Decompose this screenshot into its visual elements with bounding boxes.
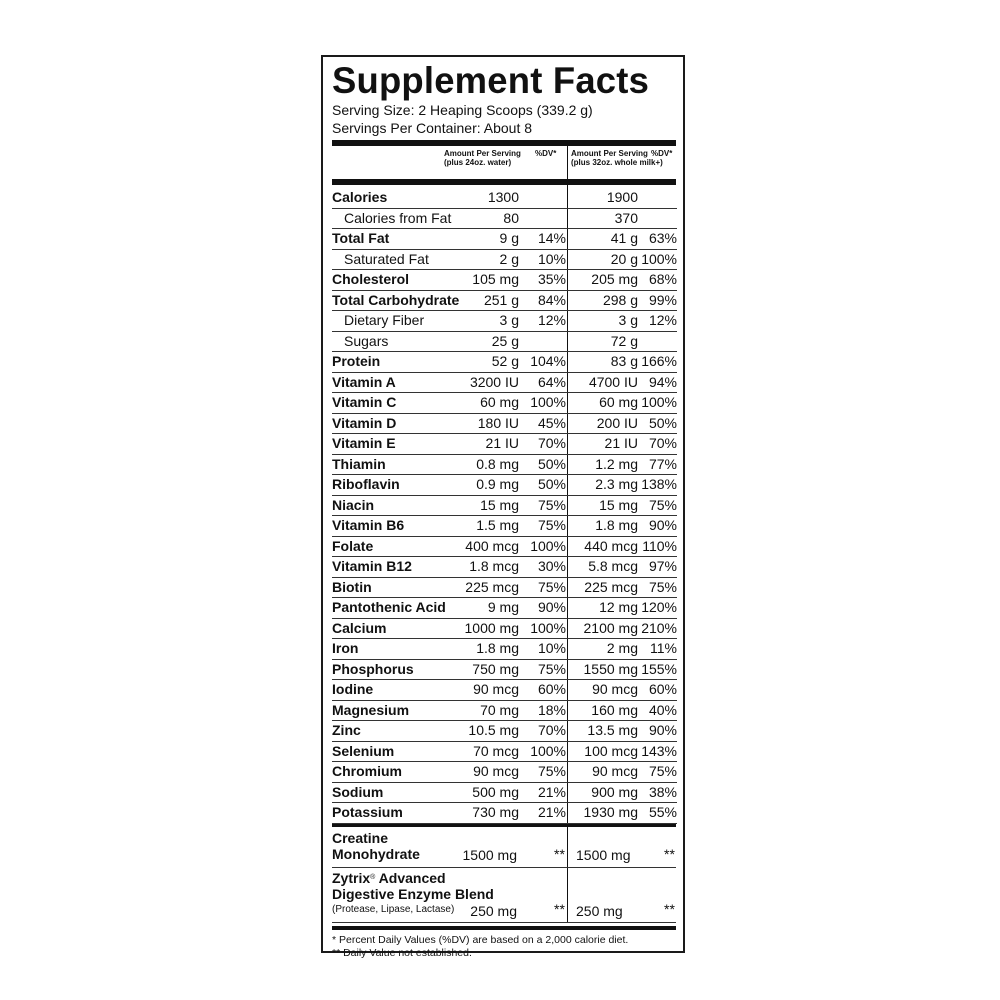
supplement-facts-panel bbox=[321, 55, 685, 959]
amount-water: 180 IU bbox=[462, 413, 519, 434]
amount-milk: 83 g bbox=[568, 352, 639, 373]
amount-milk: 3 g bbox=[568, 311, 639, 332]
enzyme-blend-block bbox=[332, 868, 676, 923]
dv-milk: 166% bbox=[638, 352, 677, 373]
table-row bbox=[332, 352, 677, 373]
dv-water: 70% bbox=[519, 721, 568, 742]
dv-water: 60% bbox=[519, 680, 568, 701]
dv-milk: 110% bbox=[638, 536, 677, 557]
nutrient-name: Protein bbox=[332, 352, 462, 373]
amount-milk: 13.5 mg bbox=[568, 721, 639, 742]
col-amount-1: Amount Per Serving (plus 24oz. water) bbox=[444, 149, 521, 167]
dv-milk: 77% bbox=[638, 454, 677, 475]
amount-water: 21 IU bbox=[462, 434, 519, 455]
amount-water: 60 mg bbox=[462, 393, 519, 414]
dv-water: 45% bbox=[519, 413, 568, 434]
amount-water: 1.8 mg bbox=[462, 639, 519, 660]
table-row bbox=[332, 516, 677, 537]
dv-milk: 60% bbox=[638, 680, 677, 701]
footnote-not-established: ** Daily Value not established. bbox=[332, 946, 472, 959]
nutrient-name: Pantothenic Acid bbox=[332, 598, 462, 619]
table-row bbox=[332, 639, 677, 660]
dv-water: 100% bbox=[519, 393, 568, 414]
table-row bbox=[332, 618, 677, 639]
dv-water: 14% bbox=[519, 229, 568, 250]
table-row bbox=[332, 741, 677, 762]
dv-milk: 75% bbox=[638, 577, 677, 598]
nutrient-name: Cholesterol bbox=[332, 270, 462, 291]
dv-water: 21% bbox=[519, 803, 568, 824]
dv-milk: 68% bbox=[638, 270, 677, 291]
nutrient-name: Zinc bbox=[332, 721, 462, 742]
amount-water: 9 mg bbox=[462, 598, 519, 619]
amount-water: 1.5 mg bbox=[462, 516, 519, 537]
table-row bbox=[332, 680, 677, 701]
dv-water: 100% bbox=[519, 741, 568, 762]
table-row bbox=[332, 434, 677, 455]
amount-milk: 440 mcg bbox=[568, 536, 639, 557]
amount-milk: 12 mg bbox=[568, 598, 639, 619]
amount-milk: 41 g bbox=[568, 229, 639, 250]
dv-water: 84% bbox=[519, 290, 568, 311]
nutrient-name: Chromium bbox=[332, 762, 462, 783]
nutrient-name: Selenium bbox=[332, 741, 462, 762]
dv-milk bbox=[638, 185, 677, 208]
nutrient-name: Riboflavin bbox=[332, 475, 462, 496]
column-header bbox=[332, 146, 676, 179]
col-amount-2: Amount Per Serving (plus 32oz. whole milk+) bbox=[571, 149, 663, 167]
table-row bbox=[332, 229, 677, 250]
dv-milk: 99% bbox=[638, 290, 677, 311]
dv-water: 90% bbox=[519, 598, 568, 619]
enzyme-amount-1: 250 mg bbox=[470, 902, 517, 919]
nutrient-name: Vitamin C bbox=[332, 393, 462, 414]
creatine-dv-1: ** bbox=[554, 845, 565, 862]
dv-water: 64% bbox=[519, 372, 568, 393]
table-row bbox=[332, 372, 677, 393]
nutrient-name: Vitamin B6 bbox=[332, 516, 462, 537]
table-row bbox=[332, 598, 677, 619]
nutrient-name: Sugars bbox=[332, 331, 462, 352]
amount-water: 1000 mg bbox=[462, 618, 519, 639]
amount-milk: 90 mcg bbox=[568, 680, 639, 701]
dv-milk: 90% bbox=[638, 516, 677, 537]
amount-milk: 21 IU bbox=[568, 434, 639, 455]
table-row bbox=[332, 331, 677, 352]
amount-milk: 1930 mg bbox=[568, 803, 639, 824]
dv-water bbox=[519, 331, 568, 352]
amount-milk: 370 bbox=[568, 208, 639, 229]
table-row bbox=[332, 803, 677, 824]
dv-water bbox=[519, 185, 568, 208]
dv-milk: 63% bbox=[638, 229, 677, 250]
dv-water: 10% bbox=[519, 639, 568, 660]
nutrient-name: Calories from Fat bbox=[332, 208, 462, 229]
nutrient-name: Vitamin E bbox=[332, 434, 462, 455]
nutrient-name: Folate bbox=[332, 536, 462, 557]
dv-milk: 40% bbox=[638, 700, 677, 721]
dv-water: 75% bbox=[519, 516, 568, 537]
dv-milk bbox=[638, 208, 677, 229]
dv-milk: 55% bbox=[638, 803, 677, 824]
nutrient-name: Dietary Fiber bbox=[332, 311, 462, 332]
table-row bbox=[332, 762, 677, 783]
nutrient-name: Sodium bbox=[332, 782, 462, 803]
dv-milk: 97% bbox=[638, 557, 677, 578]
dv-milk: 210% bbox=[638, 618, 677, 639]
table-row bbox=[332, 721, 677, 742]
enzyme-blend-line2: Digestive Enzyme Blend bbox=[332, 885, 494, 902]
amount-milk: 225 mcg bbox=[568, 577, 639, 598]
amount-water: 52 g bbox=[462, 352, 519, 373]
table-row bbox=[332, 454, 677, 475]
dv-water: 75% bbox=[519, 659, 568, 680]
amount-water: 400 mcg bbox=[462, 536, 519, 557]
table-row bbox=[332, 782, 677, 803]
amount-milk: 200 IU bbox=[568, 413, 639, 434]
amount-milk: 900 mg bbox=[568, 782, 639, 803]
creatine-block bbox=[332, 824, 676, 868]
footnotes bbox=[332, 930, 676, 960]
amount-milk: 60 mg bbox=[568, 393, 639, 414]
nutrient-name: Biotin bbox=[332, 577, 462, 598]
dv-water: 35% bbox=[519, 270, 568, 291]
dv-milk: 75% bbox=[638, 762, 677, 783]
amount-milk: 1.2 mg bbox=[568, 454, 639, 475]
table-row bbox=[332, 185, 677, 208]
col-dv-1: %DV* bbox=[535, 149, 557, 158]
amount-water: 500 mg bbox=[462, 782, 519, 803]
creatine-amount-2: 1500 mg bbox=[576, 846, 631, 863]
amount-water: 225 mcg bbox=[462, 577, 519, 598]
amount-water: 25 g bbox=[462, 331, 519, 352]
table-row bbox=[332, 290, 677, 311]
amount-milk: 5.8 mcg bbox=[568, 557, 639, 578]
amount-milk: 2 mg bbox=[568, 639, 639, 660]
amount-water: 3200 IU bbox=[462, 372, 519, 393]
amount-water: 90 mcg bbox=[462, 762, 519, 783]
amount-water: 730 mg bbox=[462, 803, 519, 824]
dv-water: 75% bbox=[519, 577, 568, 598]
dv-milk: 11% bbox=[638, 639, 677, 660]
dv-water: 12% bbox=[519, 311, 568, 332]
nutrient-name: Thiamin bbox=[332, 454, 462, 475]
amount-water: 10.5 mg bbox=[462, 721, 519, 742]
amount-milk: 2100 mg bbox=[568, 618, 639, 639]
nutrient-name: Saturated Fat bbox=[332, 249, 462, 270]
nutrient-name: Phosphorus bbox=[332, 659, 462, 680]
amount-milk: 1550 mg bbox=[568, 659, 639, 680]
amount-milk: 298 g bbox=[568, 290, 639, 311]
amount-water: 9 g bbox=[462, 229, 519, 250]
nutrient-name: Magnesium bbox=[332, 700, 462, 721]
dv-milk: 12% bbox=[638, 311, 677, 332]
dv-water: 100% bbox=[519, 618, 568, 639]
panel-title: Supplement Facts bbox=[332, 60, 650, 101]
column-divider bbox=[567, 146, 568, 179]
table-row bbox=[332, 270, 677, 291]
amount-milk: 1900 bbox=[568, 185, 639, 208]
servings-per-container: Servings Per Container: About 8 bbox=[332, 120, 533, 136]
table-row bbox=[332, 413, 677, 434]
table-row bbox=[332, 577, 677, 598]
dv-water: 18% bbox=[519, 700, 568, 721]
amount-water: 15 mg bbox=[462, 495, 519, 516]
dv-water: 50% bbox=[519, 475, 568, 496]
dv-milk: 100% bbox=[638, 393, 677, 414]
creatine-name: Creatine Monohydrate bbox=[332, 829, 420, 862]
col-dv-2: %DV* bbox=[651, 149, 673, 158]
dv-water: 104% bbox=[519, 352, 568, 373]
creatine-amount-1: 1500 mg bbox=[462, 846, 517, 863]
nutrient-name: Calories bbox=[332, 185, 462, 208]
panel-content bbox=[332, 61, 676, 960]
table-row bbox=[332, 311, 677, 332]
dv-milk: 143% bbox=[638, 741, 677, 762]
amount-water: 0.8 mg bbox=[462, 454, 519, 475]
nutrient-name: Vitamin B12 bbox=[332, 557, 462, 578]
enzyme-amount-2: 250 mg bbox=[576, 902, 623, 919]
dv-water: 10% bbox=[519, 249, 568, 270]
nutrient-name: Total Fat bbox=[332, 229, 462, 250]
table-row bbox=[332, 659, 677, 680]
dv-milk: 120% bbox=[638, 598, 677, 619]
serving-size: Serving Size: 2 Heaping Scoops (339.2 g) bbox=[332, 102, 593, 118]
dv-water: 50% bbox=[519, 454, 568, 475]
amount-water: 1300 bbox=[462, 185, 519, 208]
table-row bbox=[332, 700, 677, 721]
amount-water: 2 g bbox=[462, 249, 519, 270]
amount-milk: 90 mcg bbox=[568, 762, 639, 783]
dv-milk: 38% bbox=[638, 782, 677, 803]
amount-water: 70 mcg bbox=[462, 741, 519, 762]
table-row bbox=[332, 249, 677, 270]
amount-milk: 4700 IU bbox=[568, 372, 639, 393]
table-row bbox=[332, 393, 677, 414]
nutrient-name: Iron bbox=[332, 639, 462, 660]
dv-water: 21% bbox=[519, 782, 568, 803]
nutrient-name: Vitamin D bbox=[332, 413, 462, 434]
dv-milk: 70% bbox=[638, 434, 677, 455]
nutrient-name: Potassium bbox=[332, 803, 462, 824]
dv-water bbox=[519, 208, 568, 229]
footnote-dv: * Percent Daily Values (%DV) are based on a 2,000 calorie diet. bbox=[332, 933, 629, 946]
amount-water: 3 g bbox=[462, 311, 519, 332]
dv-milk: 138% bbox=[638, 475, 677, 496]
amount-water: 70 mg bbox=[462, 700, 519, 721]
dv-milk: 94% bbox=[638, 372, 677, 393]
enzyme-blend-name: Zytrix® Advanced bbox=[332, 869, 446, 886]
nutrient-name: Iodine bbox=[332, 680, 462, 701]
amount-milk: 15 mg bbox=[568, 495, 639, 516]
nutrient-name: Niacin bbox=[332, 495, 462, 516]
table-row bbox=[332, 536, 677, 557]
amount-milk: 100 mcg bbox=[568, 741, 639, 762]
amount-water: 1.8 mcg bbox=[462, 557, 519, 578]
table-row bbox=[332, 557, 677, 578]
enzyme-dv-2: ** bbox=[664, 900, 675, 917]
dv-water: 70% bbox=[519, 434, 568, 455]
table-row bbox=[332, 208, 677, 229]
enzyme-dv-1: ** bbox=[554, 900, 565, 917]
amount-water: 105 mg bbox=[462, 270, 519, 291]
amount-milk: 160 mg bbox=[568, 700, 639, 721]
amount-water: 90 mcg bbox=[462, 680, 519, 701]
nutrient-name: Calcium bbox=[332, 618, 462, 639]
nutrient-name: Vitamin A bbox=[332, 372, 462, 393]
dv-milk: 90% bbox=[638, 721, 677, 742]
dv-milk: 155% bbox=[638, 659, 677, 680]
amount-water: 80 bbox=[462, 208, 519, 229]
amount-water: 0.9 mg bbox=[462, 475, 519, 496]
dv-water: 30% bbox=[519, 557, 568, 578]
dv-milk: 50% bbox=[638, 413, 677, 434]
dv-milk bbox=[638, 331, 677, 352]
dv-water: 75% bbox=[519, 762, 568, 783]
amount-milk: 2.3 mg bbox=[568, 475, 639, 496]
dv-milk: 75% bbox=[638, 495, 677, 516]
table-row bbox=[332, 475, 677, 496]
enzyme-blend-ingredients: (Protease, Lipase, Lactase) bbox=[332, 903, 455, 915]
amount-milk: 20 g bbox=[568, 249, 639, 270]
amount-milk: 1.8 mg bbox=[568, 516, 639, 537]
nutrient-name: Total Carbohydrate bbox=[332, 290, 462, 311]
table-row bbox=[332, 495, 677, 516]
amount-milk: 205 mg bbox=[568, 270, 639, 291]
creatine-dv-2: ** bbox=[664, 845, 675, 862]
dv-water: 100% bbox=[519, 536, 568, 557]
dv-milk: 100% bbox=[638, 249, 677, 270]
amount-milk: 72 g bbox=[568, 331, 639, 352]
amount-water: 750 mg bbox=[462, 659, 519, 680]
nutrient-table bbox=[332, 185, 677, 824]
dv-water: 75% bbox=[519, 495, 568, 516]
amount-water: 251 g bbox=[462, 290, 519, 311]
